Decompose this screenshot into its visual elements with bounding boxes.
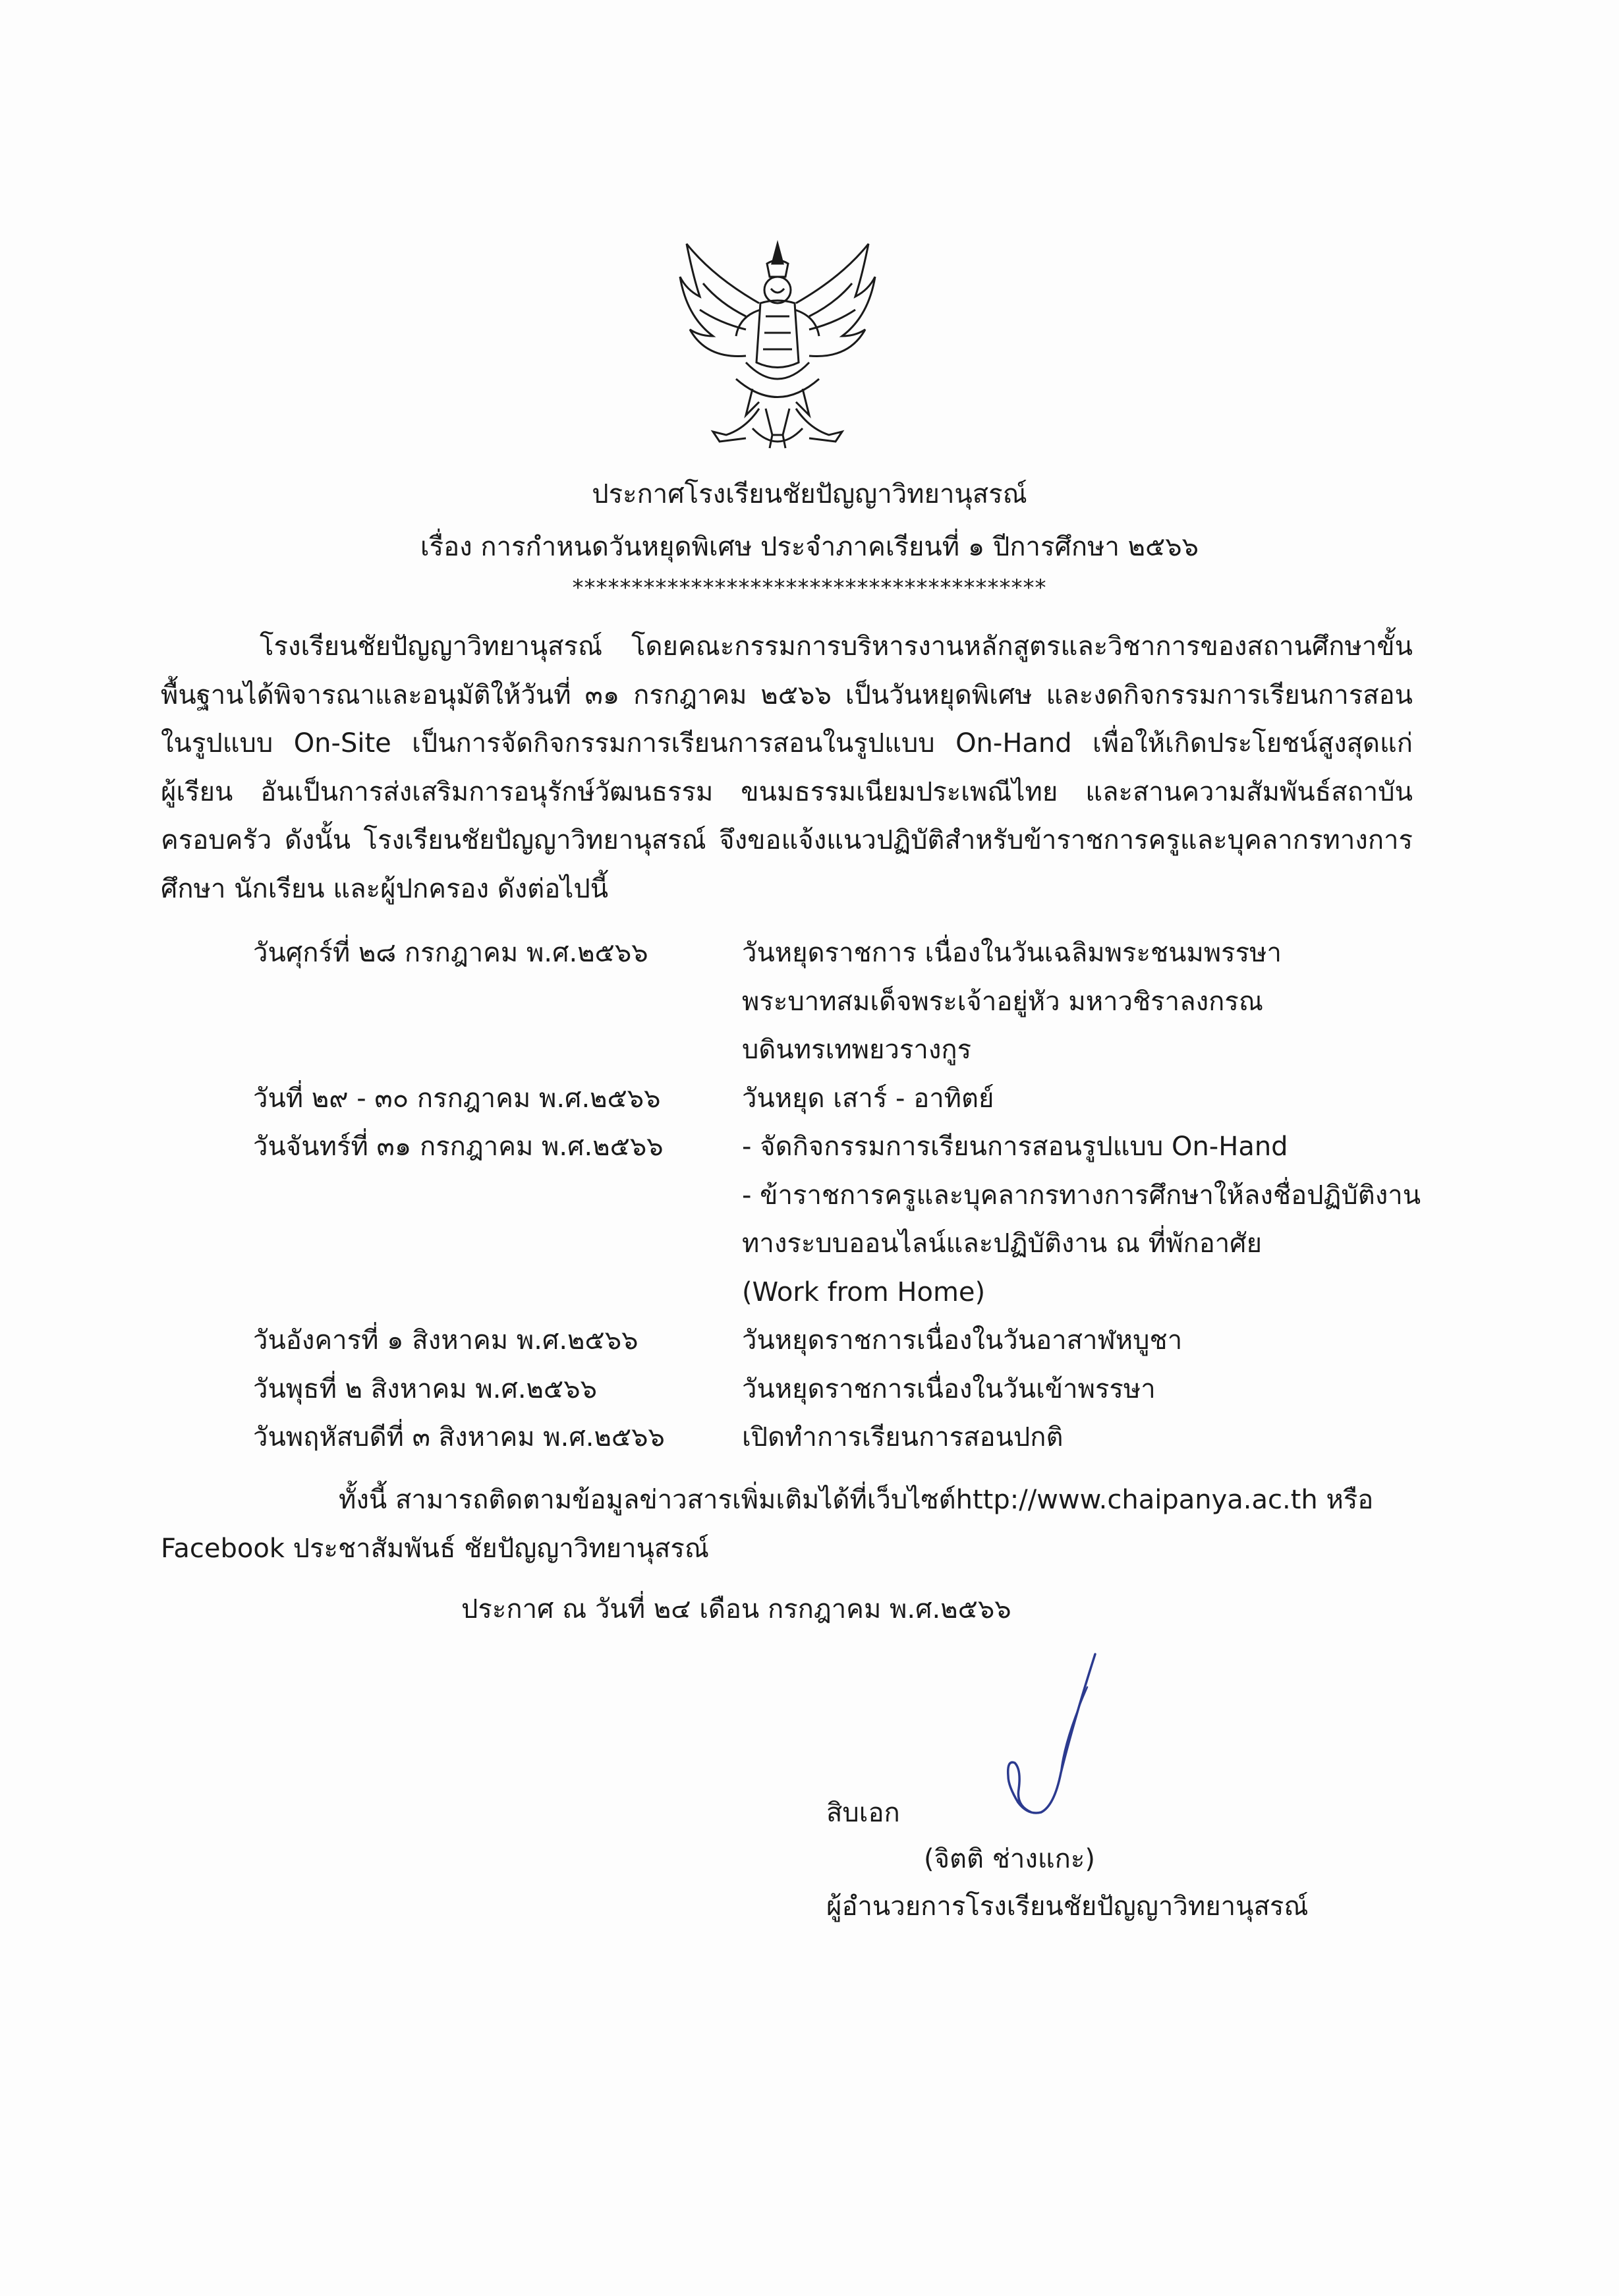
signer-rank: สิบเอก — [826, 1798, 900, 1828]
separator-line: **************************************** — [572, 575, 1047, 601]
schedule-description — [742, 1123, 1465, 1317]
schedule-desc-line: บดินทรเทพยวรางกูร — [742, 1035, 972, 1065]
handwritten-signature — [955, 1648, 1114, 1858]
schedule-desc-line: วันหยุด เสาร์ - อาทิตย์ — [742, 1083, 994, 1114]
schedule-row — [253, 929, 1465, 1075]
schedule-description — [742, 1317, 1465, 1365]
footer-line: ทั้งนี้ สามารถติดตามข้อมูลข่าวสารเพิ่มเติมได้ที่เว็บไซต์http://www.chaipanya.ac.th หรือ — [339, 1485, 1374, 1515]
announcement-date: ประกาศ ณ วันที่ ๒๔ เดือน กรกฎาคม พ.ศ.๒๕๖๖ — [461, 1594, 1011, 1624]
schedule-desc-line: วันหยุดราชการเนื่องในวันอาสาฬหบูชา — [742, 1325, 1183, 1356]
garuda-emblem-icon — [673, 237, 882, 455]
footer-line: Facebook ประชาสัมพันธ์ ชัยปัญญาวิทยานุสรณ์ — [161, 1533, 709, 1564]
schedule-date: วันพฤหัสบดีที่ ๓ สิงหาคม พ.ศ.๒๕๖๖ — [253, 1422, 665, 1452]
schedule-desc-line: วันหยุดราชการ เนื่องในวันเฉลิมพระชนมพรรษา — [742, 938, 1282, 968]
schedule-desc-line: - ข้าราชการครูและบุคลากรทางการศึกษาให้ลงชื่อปฏิบัติงาน — [742, 1180, 1421, 1211]
body-paragraph — [161, 623, 1413, 913]
schedule-date: วันจันทร์ที่ ๓๑ กรกฎาคม พ.ศ.๒๕๖๖ — [253, 1132, 664, 1162]
schedule-date: วันที่ ๒๙ - ๓๐ กรกฎาคม พ.ศ.๒๕๖๖ — [253, 1083, 661, 1114]
schedule-desc-line: ทางระบบออนไลน์และปฏิบัติงาน ณ ที่พักอาศัย — [742, 1228, 1263, 1259]
holiday-schedule — [253, 929, 1465, 1462]
schedule-description — [742, 929, 1465, 1075]
signer-position: ผู้อำนวยการโรงเรียนชัยปัญญาวิทยานุสรณ์ — [826, 1891, 1309, 1922]
announcement-title: ประกาศโรงเรียนชัยปัญญาวิทยานุสรณ์ — [592, 479, 1027, 509]
schedule-row — [253, 1123, 1465, 1317]
schedule-row — [253, 1075, 1465, 1124]
schedule-date: วันศุกร์ที่ ๒๘ กรกฎาคม พ.ศ.๒๕๖๖ — [253, 938, 648, 968]
schedule-date: วันอังคารที่ ๑ สิงหาคม พ.ศ.๒๕๖๖ — [253, 1325, 639, 1356]
body-line: ศึกษา นักเรียน และผู้ปกครอง ดังต่อไปนี้ — [161, 873, 609, 904]
schedule-row — [253, 1317, 1465, 1365]
schedule-row — [253, 1414, 1465, 1462]
footer-paragraph — [161, 1476, 1413, 1573]
signer-name: (จิตติ ช่างแกะ) — [924, 1844, 1095, 1874]
schedule-desc-line: - จัดกิจกรรมการเรียนการสอนรูปแบบ On-Hand — [742, 1132, 1288, 1162]
schedule-desc-line: พระบาทสมเด็จพระเจ้าอยู่หัว มหาวชิราลงกรณ — [742, 986, 1263, 1017]
announcement-subject: เรื่อง การกำหนดวันหยุดพิเศษ ประจำภาคเรียนที่ ๑ ปีการศึกษา ๒๕๖๖ — [420, 532, 1199, 562]
schedule-row — [253, 1365, 1465, 1414]
schedule-description — [742, 1365, 1465, 1414]
body-line: โรงเรียนชัยปัญญาวิทยานุสรณ์ โดยคณะกรรมการบริหารงานหลักสูตรและวิชาการของสถานศึกษาขั้น — [260, 631, 1413, 662]
schedule-desc-line: (Work from Home) — [742, 1277, 986, 1307]
body-line: ในรูปแบบ On-Site เป็นการจัดกิจกรรมการเรียนการสอนในรูปแบบ On-Hand เพื่อให้เกิดประโยชน์สูงสุดแก่ — [161, 728, 1413, 759]
schedule-desc-line: วันหยุดราชการเนื่องในวันเข้าพรรษา — [742, 1373, 1156, 1404]
schedule-date: วันพุธที่ ๒ สิงหาคม พ.ศ.๒๕๖๖ — [253, 1373, 597, 1404]
body-line: ครอบครัว ดังนั้น โรงเรียนชัยปัญญาวิทยานุสรณ์ จึงขอแจ้งแนวปฏิบัติสำหรับข้าราชการครูและบุคลากรทางการ — [161, 825, 1413, 855]
schedule-description — [742, 1075, 1465, 1124]
body-line: ผู้เรียน อันเป็นการส่งเสริมการอนุรักษ์วัฒนธรรม ขนมธรรมเนียมประเพณีไทย และสานความสัมพันธ์สถาบัน — [161, 776, 1413, 807]
schedule-desc-line: เปิดทำการเรียนการสอนปกติ — [742, 1422, 1064, 1452]
body-line: พื้นฐานได้พิจารณาและอนุมัติให้วันที่ ๓๑ กรกฎาคม ๒๕๖๖ เป็นวันหยุดพิเศษ และงดกิจกรรมการเรียนการสอน — [161, 679, 1413, 710]
schedule-description — [742, 1414, 1465, 1462]
